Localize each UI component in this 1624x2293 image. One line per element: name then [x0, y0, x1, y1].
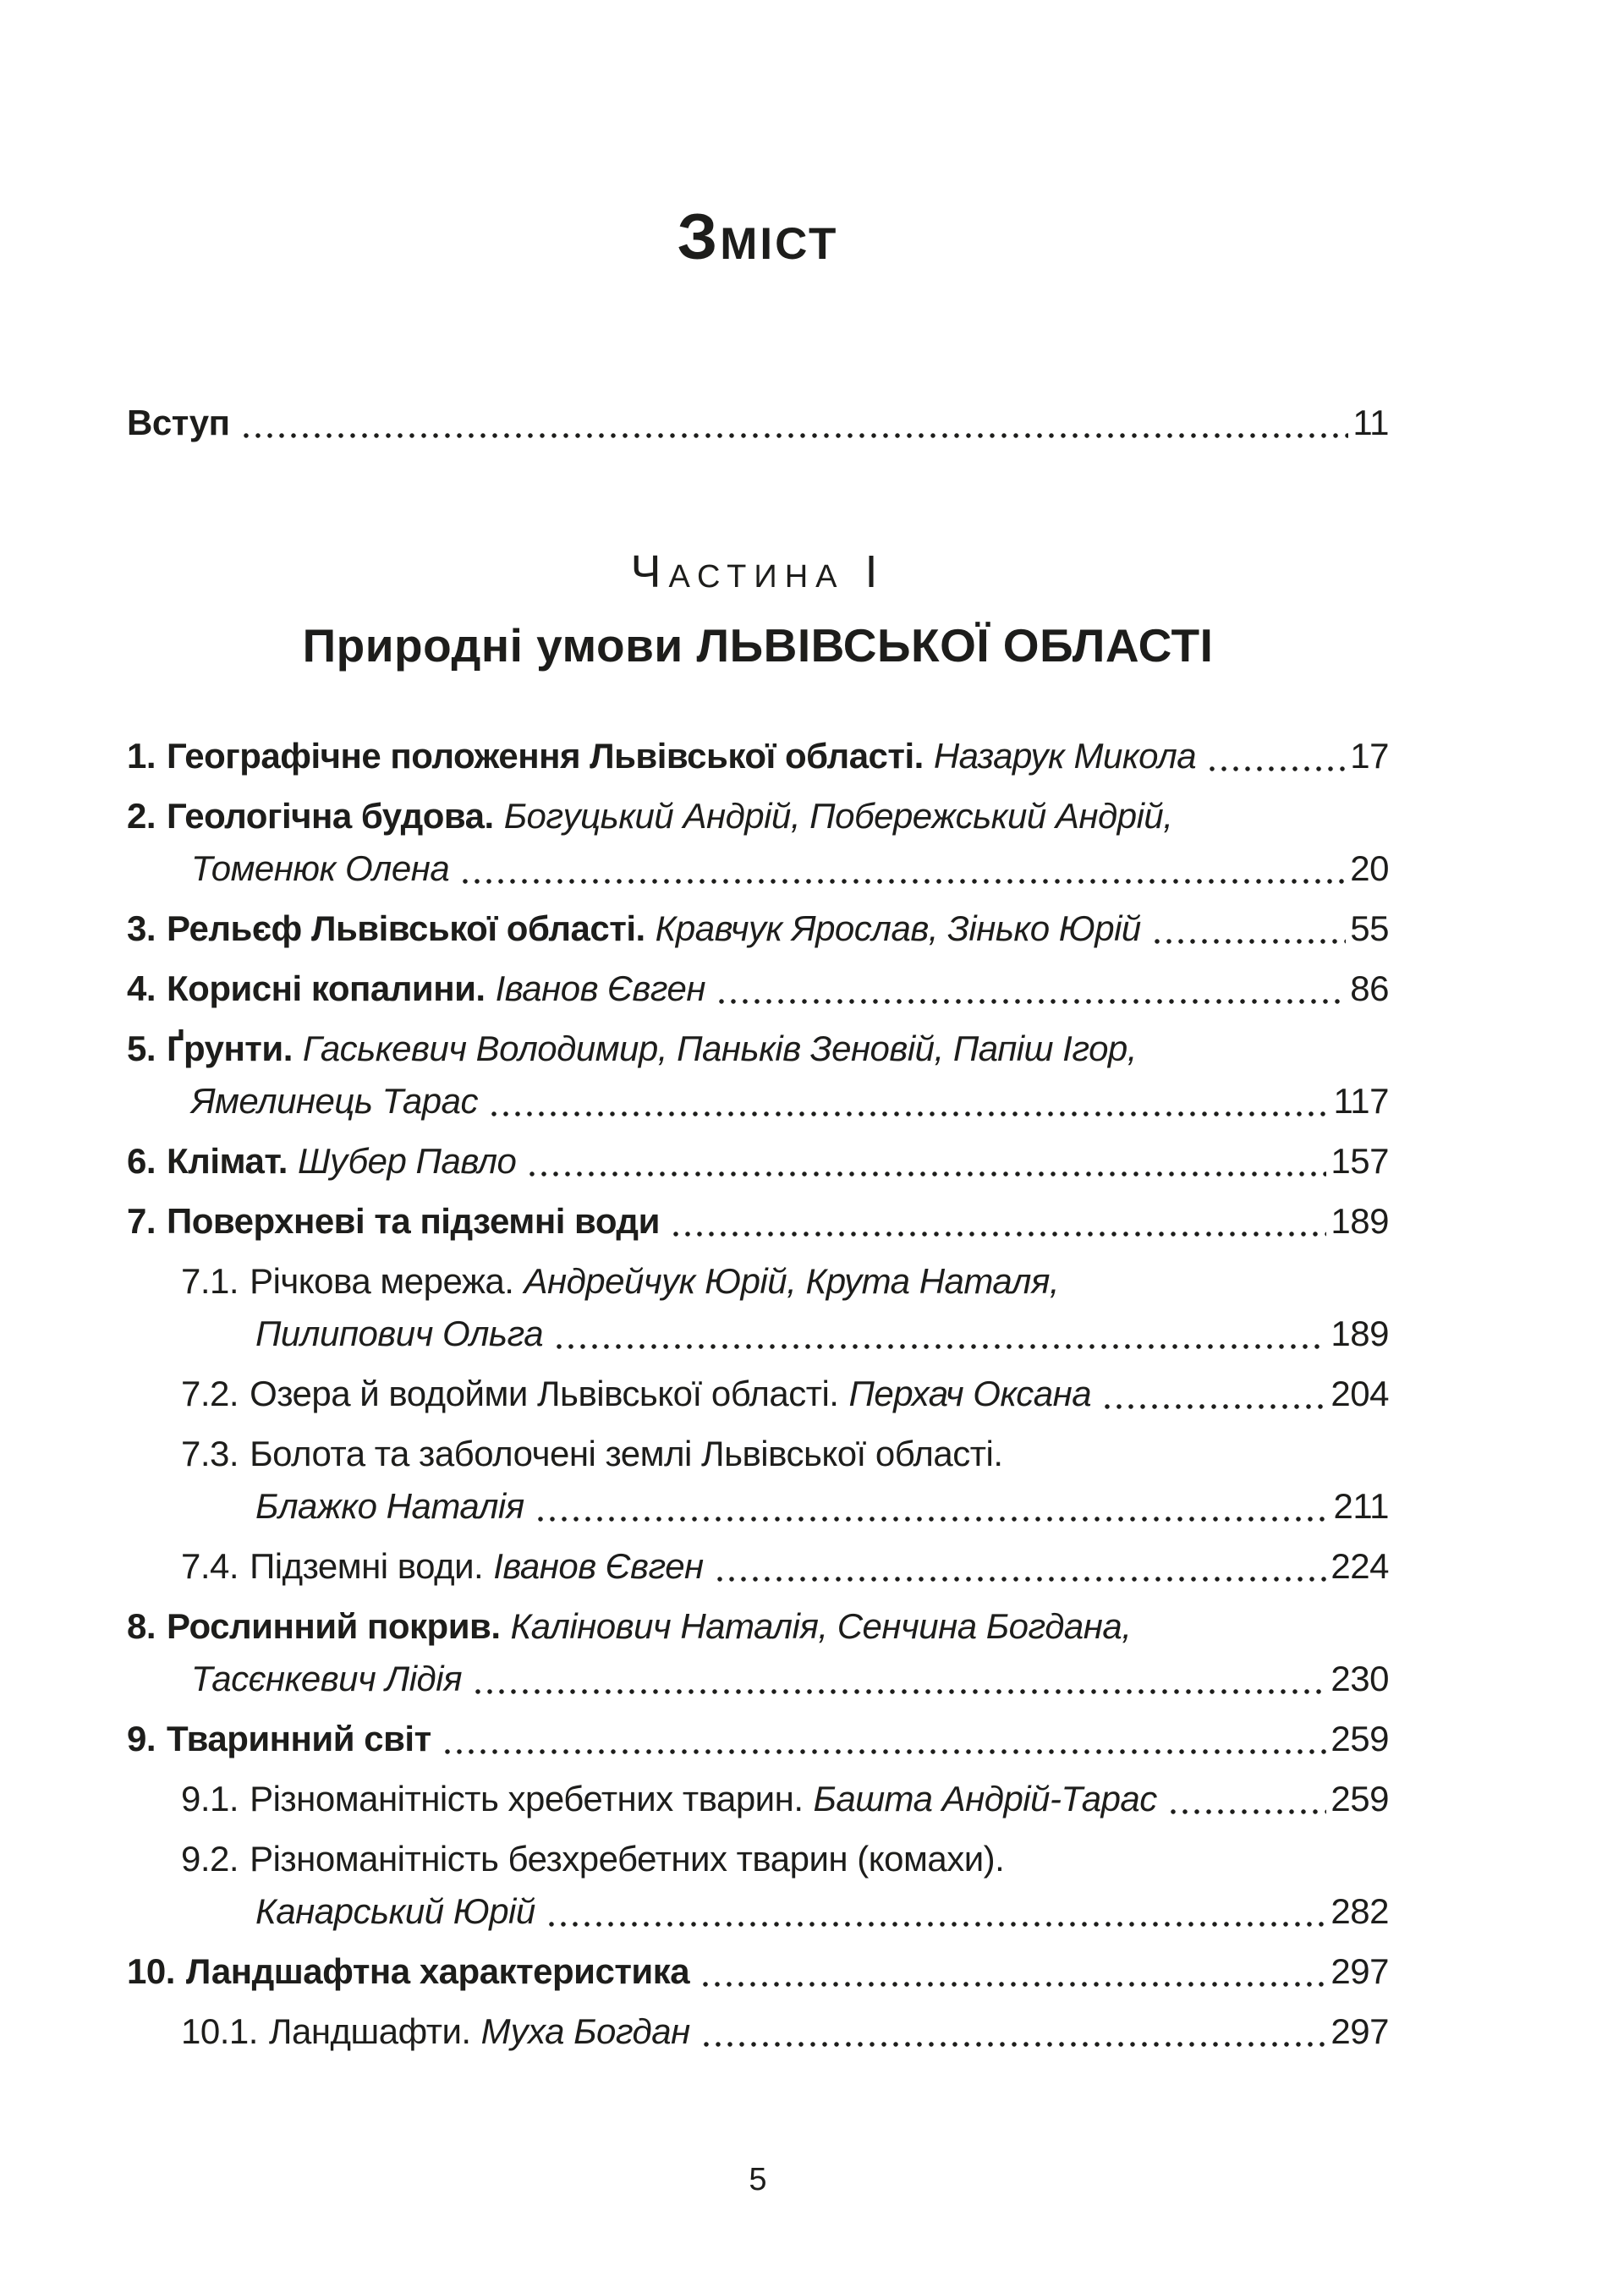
entry-number: 4. — [127, 968, 156, 1008]
entry-title: Ґрунти. — [167, 1028, 293, 1068]
dot-leader — [535, 1516, 1330, 1522]
dot-leader — [442, 1748, 1327, 1755]
entry-page-number: 86 — [1350, 968, 1389, 1008]
dot-leader — [714, 1576, 1327, 1583]
dot-leader — [240, 432, 1349, 439]
dot-leader — [700, 1981, 1326, 1988]
entry-number: 9.2. — [181, 1838, 239, 1879]
dot-leader — [700, 2041, 1327, 2048]
entry-title: Ландшафтна характеристика — [185, 1950, 690, 1991]
toc-row — [127, 1195, 1389, 1248]
entry-authors: Канарський Юрій — [255, 1890, 535, 1931]
entry-number: 5. — [127, 1028, 156, 1068]
entry-number: 7. — [127, 1200, 156, 1241]
toc-row — [127, 1945, 1389, 1998]
toc-row — [127, 1135, 1389, 1188]
entry-authors: Тасєнкевич Лідія — [191, 1658, 463, 1698]
entry-authors: Пилипович Ольга — [255, 1313, 544, 1353]
toc-row — [127, 1540, 1389, 1593]
page-title: Зміст — [677, 201, 839, 273]
entry-title: Ландшафти. — [268, 2010, 471, 2051]
entry-authors: Муха Богдан — [480, 2010, 690, 2051]
toc-row — [127, 1833, 1389, 1885]
toc-row — [127, 1885, 1389, 1938]
entry-number: 6. — [127, 1140, 156, 1181]
dot-leader — [1206, 765, 1346, 772]
toc-row — [127, 1023, 1389, 1075]
entry-title: Геологічна будова. — [167, 795, 494, 836]
dot-leader — [526, 1171, 1326, 1177]
toc-row — [127, 1653, 1389, 1705]
entry-authors: Блажко Наталія — [255, 1485, 524, 1526]
entry-authors: Назарук Микола — [933, 735, 1197, 776]
dot-leader — [1101, 1403, 1326, 1410]
dot-leader — [472, 1688, 1326, 1695]
entry-number: 1. — [127, 735, 156, 776]
entry-number: 9. — [127, 1718, 156, 1758]
dot-leader — [553, 1343, 1326, 1350]
footer-page-number: 5 — [749, 2162, 767, 2197]
entry-page-number: 230 — [1330, 1658, 1389, 1698]
entry-page-number: 189 — [1330, 1200, 1389, 1241]
toc-row — [127, 1308, 1389, 1360]
toc-row — [127, 730, 1389, 782]
entry-authors: Томенюк Олена — [191, 848, 450, 888]
entry-number: 7.3. — [181, 1433, 239, 1473]
entry-title: Рослинний покрив. — [167, 1605, 501, 1646]
entry-title: Рельєф Львівської області. — [167, 908, 645, 948]
toc-row — [127, 1600, 1389, 1653]
entry-title: Географічне положення Львівської області. — [167, 735, 924, 776]
dot-leader — [1151, 938, 1347, 945]
entry-number: 7.4. — [181, 1545, 239, 1586]
dot-leader — [459, 878, 1346, 885]
entry-page-number: 282 — [1330, 1890, 1389, 1931]
entry-number: 10. — [127, 1950, 175, 1991]
entry-title: Озера й водойми Львівської області. — [250, 1373, 839, 1413]
entry-number: 9.1. — [181, 1778, 239, 1818]
toc-row — [127, 790, 1389, 842]
toc-row — [127, 2005, 1389, 2058]
intro-entry-container — [127, 397, 1389, 449]
toc-row — [127, 1773, 1389, 1825]
entry-page-number: 297 — [1330, 1950, 1389, 1991]
entry-page-number: 297 — [1330, 2010, 1389, 2051]
entry-title: Болота та заболочені землі Львівської області. — [250, 1433, 1003, 1473]
entry-title: Підземні води. — [250, 1545, 484, 1586]
entry-page-number: 259 — [1330, 1718, 1389, 1758]
entry-page-number: 189 — [1330, 1313, 1389, 1353]
entry-page-number: 157 — [1330, 1140, 1389, 1181]
toc-row — [127, 1428, 1389, 1480]
part-title: Природні умови ЛЬВІВСЬКОЇ ОБЛАСТІ — [302, 619, 1214, 672]
toc-content — [127, 0, 1389, 2197]
entry-title: Клімат. — [167, 1140, 288, 1181]
entry-page-number: 259 — [1330, 1778, 1389, 1818]
toc-row — [127, 397, 1389, 449]
entry-page-number: 224 — [1330, 1545, 1389, 1586]
entry-title: Різноманітність безхребетних тварин (комахи). — [250, 1838, 1005, 1879]
entry-authors: Калінович Наталія, Сенчина Богдана, — [510, 1605, 1132, 1646]
entry-authors: Гаськевич Володимир, Паньків Зеновій, Папіш Ігор, — [302, 1028, 1137, 1068]
toc-row — [127, 1480, 1389, 1533]
toc-row — [127, 1255, 1389, 1308]
entry-page-number: 17 — [1350, 735, 1389, 776]
toc-row — [127, 842, 1389, 895]
entry-number: 2. — [127, 795, 156, 836]
toc-list — [127, 730, 1389, 2058]
entry-authors: Андрейчук Юрій, Крута Наталя, — [524, 1260, 1060, 1301]
dot-leader — [1167, 1808, 1327, 1815]
entry-page-number: 211 — [1333, 1485, 1389, 1526]
entry-title: Річкова мережа. — [250, 1260, 514, 1301]
entry-page-number: 11 — [1352, 403, 1389, 442]
entry-title: Тваринний світ — [167, 1718, 431, 1758]
dot-leader — [716, 998, 1346, 1005]
toc-row — [127, 1368, 1389, 1420]
entry-number: 8. — [127, 1605, 156, 1646]
entry-number: 7.1. — [181, 1260, 239, 1301]
entry-title: Корисні копалини. — [167, 968, 486, 1008]
entry-page-number: 204 — [1330, 1373, 1389, 1413]
entry-title: Різноманітність хребетних тварин. — [250, 1778, 804, 1818]
entry-authors: Ямелинець Тарас — [191, 1080, 478, 1121]
toc-row — [127, 963, 1389, 1015]
part-kicker: Частина I — [630, 546, 886, 597]
entry-page-number: 55 — [1350, 908, 1389, 948]
toc-row — [127, 1075, 1389, 1127]
entry-authors: Перхач Оксана — [848, 1373, 1092, 1413]
entry-title: Вступ — [127, 403, 230, 442]
entry-authors: Башта Андрій-Тарас — [813, 1778, 1157, 1818]
toc-row — [127, 902, 1389, 955]
entry-page-number: 20 — [1350, 848, 1389, 888]
entry-number: 3. — [127, 908, 156, 948]
entry-number: 10.1. — [181, 2010, 258, 2051]
entry-authors: Іванов Євген — [493, 1545, 704, 1586]
dot-leader — [488, 1111, 1330, 1117]
dot-leader — [546, 1921, 1327, 1928]
entry-authors: Кравчук Ярослав, Зінько Юрій — [655, 908, 1141, 948]
entry-page-number: 117 — [1333, 1080, 1389, 1121]
dot-leader — [670, 1231, 1327, 1237]
entry-authors: Богуцький Андрій, Побережський Андрій, — [503, 795, 1173, 836]
entry-authors: Шубер Павло — [297, 1140, 517, 1181]
entry-authors: Іванов Євген — [495, 968, 706, 1008]
toc-row — [127, 1713, 1389, 1765]
entry-number: 7.2. — [181, 1373, 239, 1413]
entry-title: Поверхневі та підземні води — [167, 1200, 660, 1241]
